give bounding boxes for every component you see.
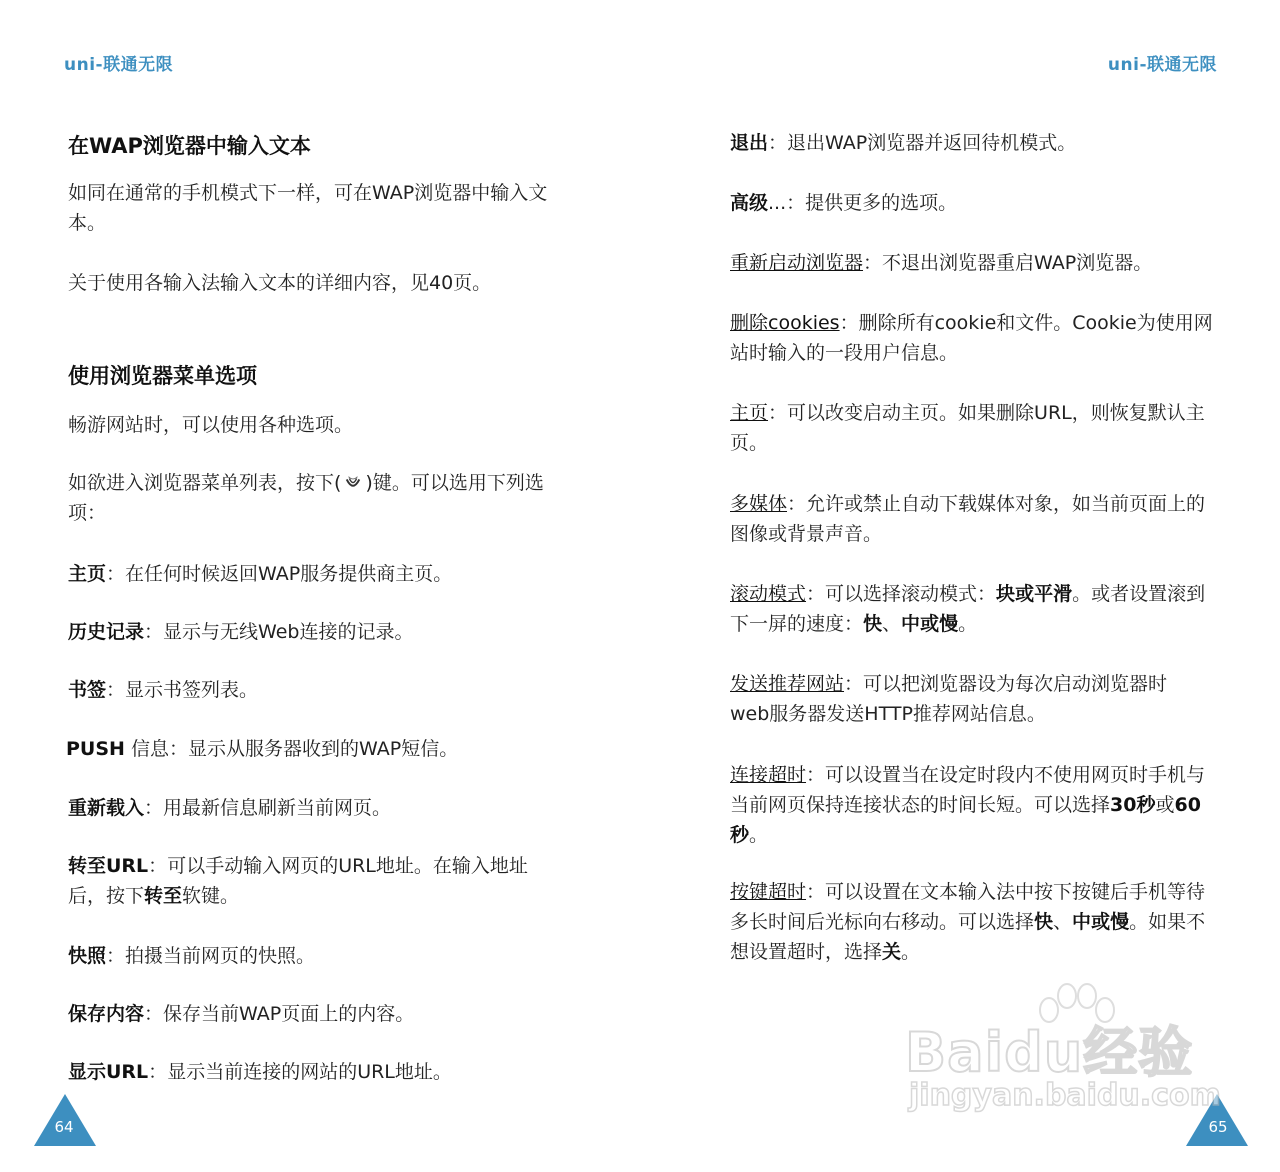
menu-access-text-before: 如欲进入浏览器菜单列表，按下(: [68, 472, 342, 494]
option-key-timeout: 按键超时：可以设置在文本输入法中按下按键后手机等待多长时间后光标向右移动。可以选择快、中或慢。如果不想设置超时，选择关。: [730, 881, 1206, 963]
option-exit: 退出：退出WAP浏览器并返回待机模式。: [730, 132, 1077, 154]
option-save-content: 保存内容：保存当前WAP页面上的内容。: [68, 1003, 415, 1025]
option-reload: 重新载入：用最新信息刷新当前网页。: [68, 797, 392, 819]
section-title-menu-options: 使用浏览器菜单选项: [68, 364, 257, 388]
option-homepage-setting: 主页：可以改变启动主页。如果删除URL，则恢复默认主页。: [730, 402, 1205, 454]
paragraph-menu-access: [68, 468, 548, 528]
option-multimedia: 多媒体：允许或禁止自动下载媒体对象，如当前页面上的图像或背景声音。: [730, 493, 1206, 545]
option-show-url: 显示URL：显示当前连接的网站的URL地址。: [68, 1061, 452, 1083]
page-number-right: 65: [1208, 1118, 1228, 1136]
option-home: 主页：在任何时候返回WAP服务提供商主页。: [68, 563, 453, 585]
page-number-left: 64: [54, 1118, 74, 1136]
option-bookmarks: 书签：显示书签列表。: [68, 679, 259, 701]
baidu-watermark: [905, 980, 1221, 1120]
paragraph-input-reference: 关于使用各输入法输入文本的详细内容，见40页。: [68, 272, 492, 294]
paragraph-input-intro: 如同在通常的手机模式下一样，可在WAP浏览器中输入文本。: [68, 182, 548, 234]
option-snapshot: 快照：拍摄当前网页的快照。: [68, 945, 316, 967]
brand-logo-left: uni-联通无限: [64, 55, 174, 75]
option-scroll-mode: 滚动模式：可以选择滚动模式：块或平滑。或者设置滚到下一屏的速度：快、中或慢。: [730, 583, 1206, 635]
option-goto-url: 转至URL：可以手动输入网页的URL地址。在输入地址后，按下转至软键。: [68, 855, 528, 907]
paragraph-menu-intro: 畅游网站时，可以使用各种选项。: [68, 414, 354, 436]
option-connection-timeout: 连接超时：可以设置当在设定时段内不使用网页时手机与当前网页保持连接状态的时间长短。可以选择30秒或60秒。: [730, 764, 1206, 846]
brand-logo-right: uni-联通无限: [1107, 55, 1217, 75]
option-delete-cookies: 删除cookies：删除所有cookie和文件。Cookie为使用网站时输入的一段用户信息。: [730, 312, 1213, 364]
section-title-input-text: 在WAP浏览器中输入文本: [68, 134, 311, 158]
option-advanced: 高级...：提供更多的选项。: [730, 192, 958, 214]
menu-access-text-after: )键。可以选用下列选项：: [68, 472, 544, 524]
watermark-url: jingyan.baidu.com: [909, 1078, 1221, 1113]
option-push-messages: PUSH 信息：显示从服务器收到的WAP短信。: [66, 738, 459, 760]
option-history: 历史记录：显示与无线Web连接的记录。: [68, 621, 414, 643]
menu-key-icon: [344, 474, 362, 492]
option-send-referrer: 发送推荐网站：可以把浏览器设为每次启动浏览器时web服务器发送HTTP推荐网站信息。: [730, 673, 1168, 725]
option-restart-browser: 重新启动浏览器：不退出浏览器重启WAP浏览器。: [730, 252, 1153, 274]
watermark-logo-text: Baidu经验: [905, 1021, 1194, 1084]
